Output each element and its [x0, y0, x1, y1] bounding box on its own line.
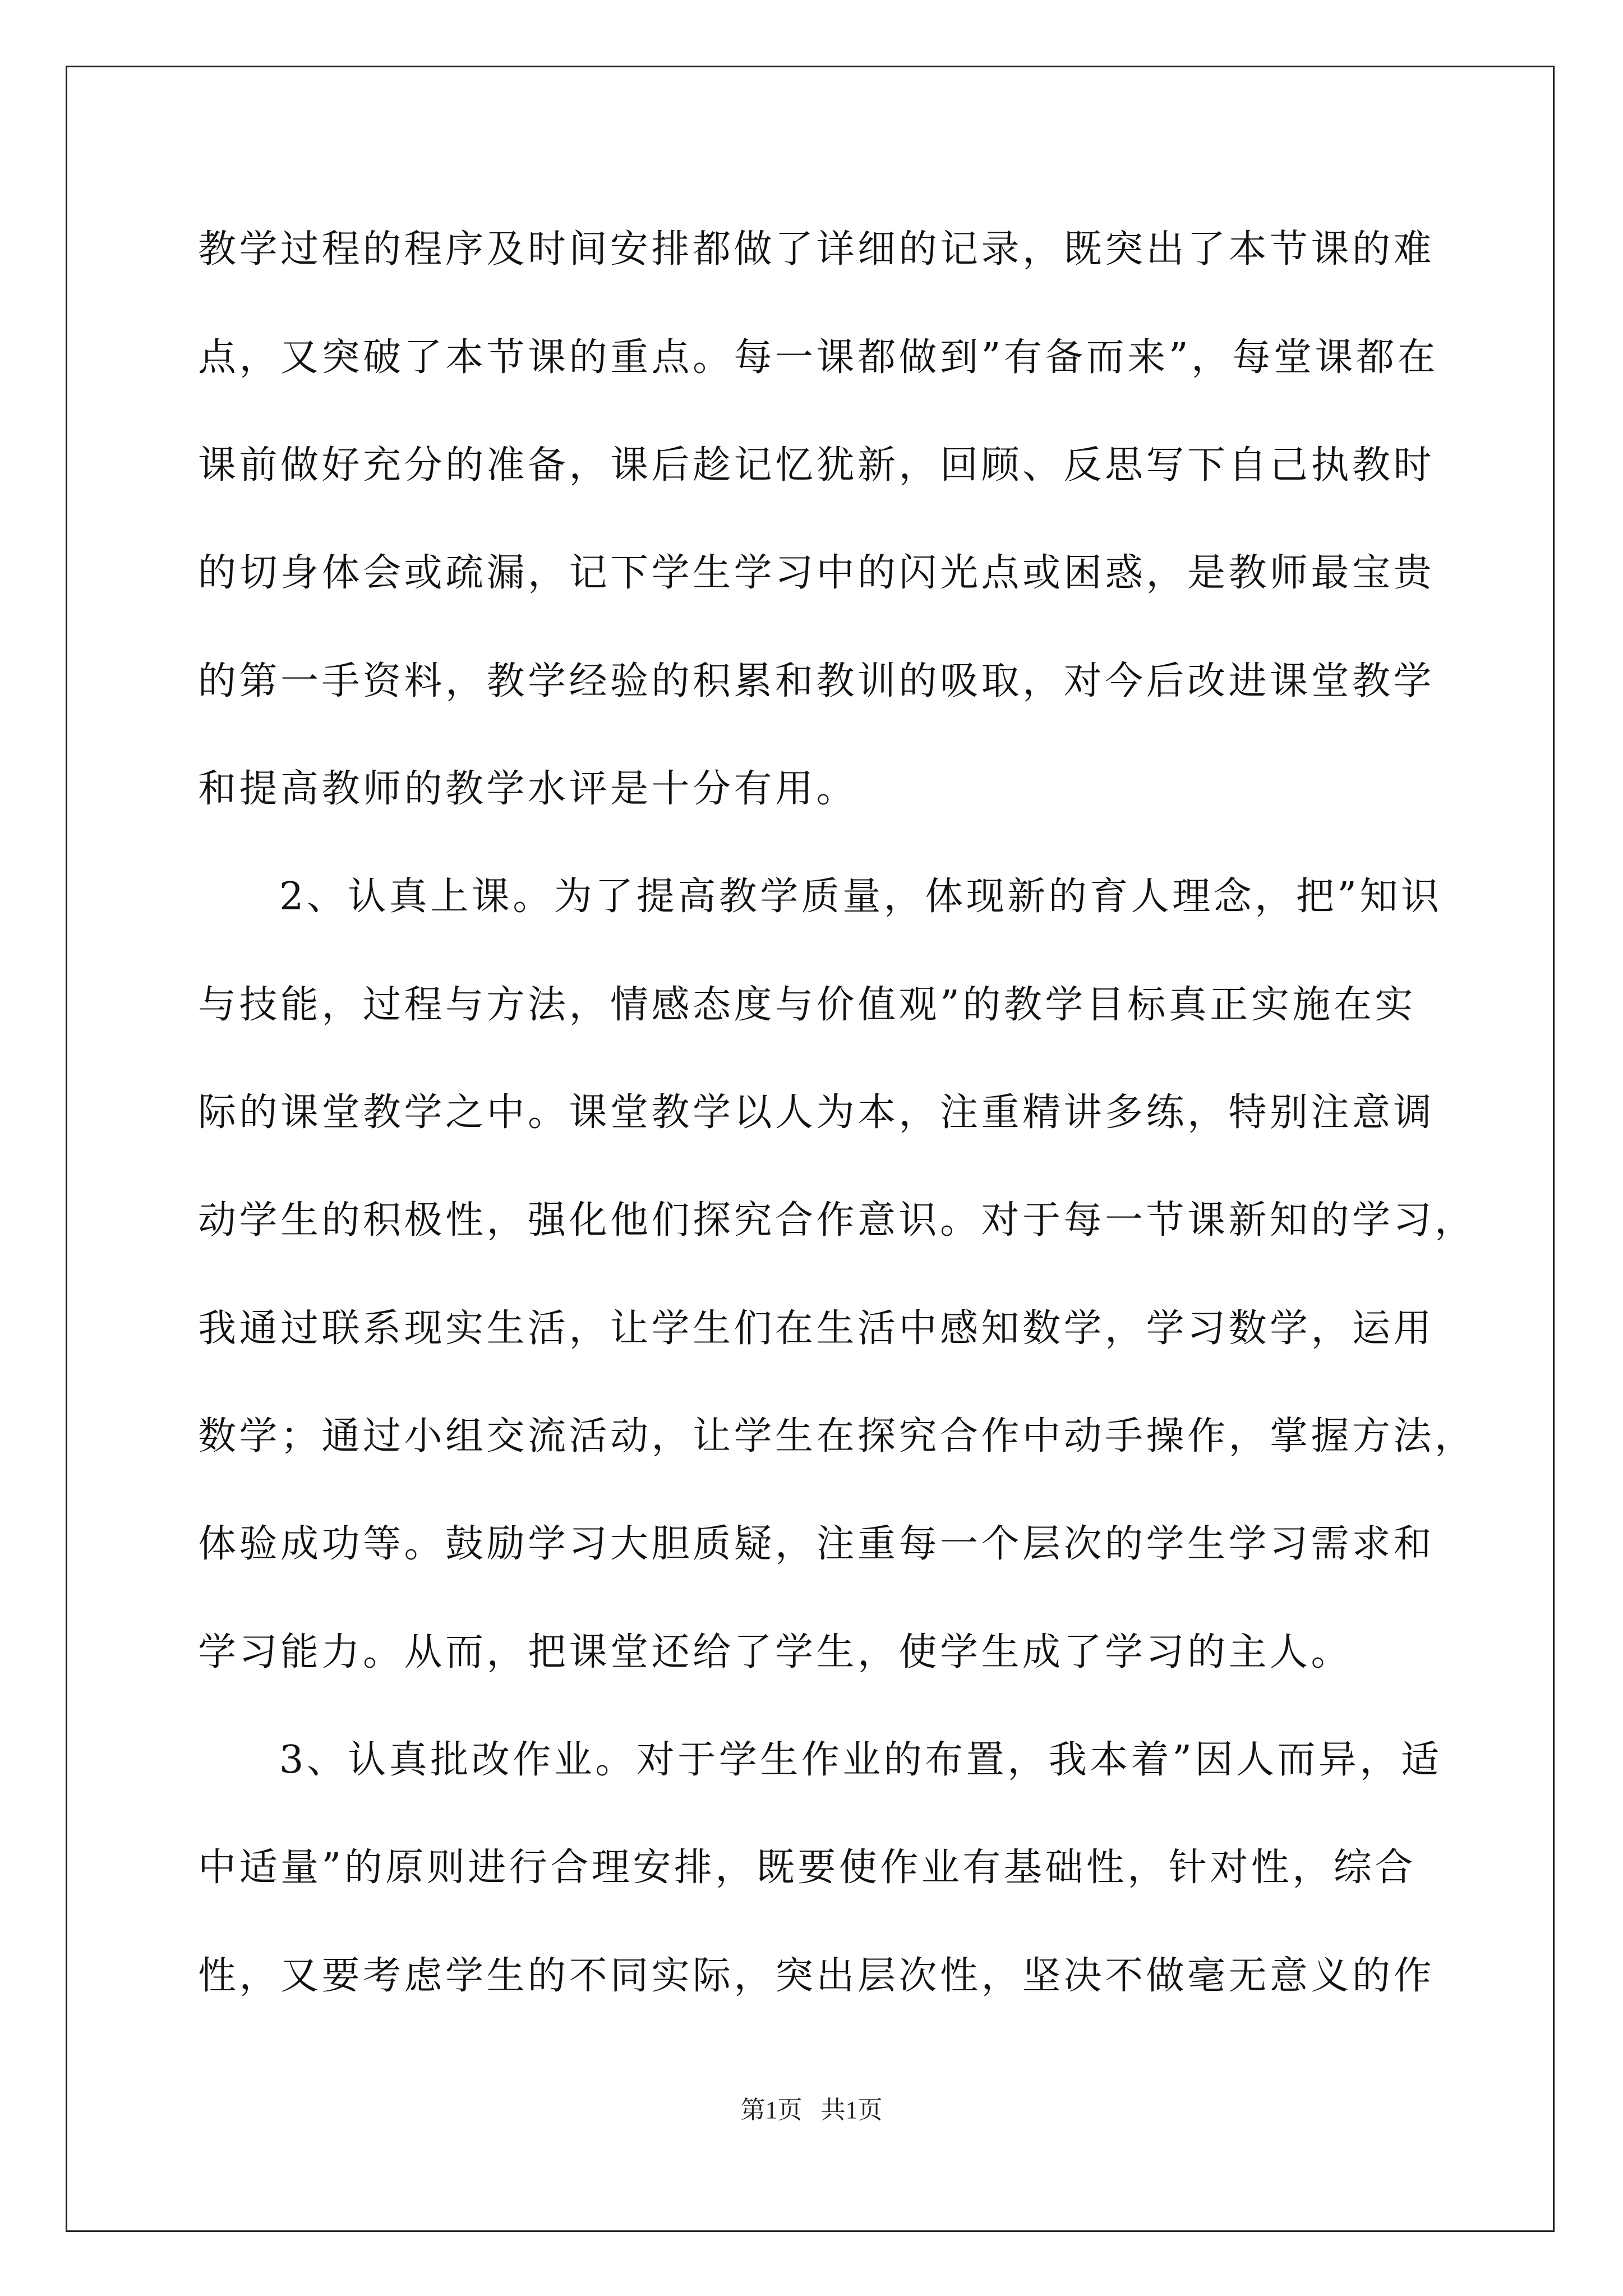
text-line: 的第一手资料，教学经验的积累和教训的吸取，对今后改进课堂教学 — [198, 659, 1435, 703]
text-line: 数学；通过小组交流活动，让学生在探究合作中动手操作，掌握方法， — [198, 1414, 1476, 1458]
page-number-footer: 第1页 共1页 — [740, 2096, 883, 2124]
text-line: 学习能力。从而，把课堂还给了学生，使学生成了学习的主人。 — [198, 1630, 1353, 1674]
text-line: 点，又突破了本节课的重点。每一课都做到”有备而来”，每堂课都在 — [198, 335, 1439, 380]
text-line: 体验成功等。鼓励学习大胆质疑，注重每一个层次的学生学习需求和 — [198, 1522, 1435, 1566]
text-line: 教学过程的程序及时间安排都做了详细的记录，既突出了本节课的难 — [198, 227, 1435, 272]
text-line: 的切身体会或疏漏，记下学生学习中的闪光点或困惑，是教师最宝贵 — [198, 551, 1435, 595]
text-line: 动学生的积极性，强化他们探究合作意识。对于每一节课新知的学习， — [198, 1198, 1476, 1243]
text-line: 和提高教师的教学水评是十分有用。 — [198, 767, 858, 811]
text-line: 际的课堂教学之中。课堂教学以人为本，注重精讲多练，特别注意调 — [198, 1091, 1435, 1135]
text-line: 中适量”的原则进行合理安排，既要使作业有基础性，针对性，综合 — [198, 1846, 1416, 1890]
text-line: 与技能，过程与方法，情感态度与价值观”的教学目标真正实施在实 — [198, 983, 1416, 1027]
text-line: 我通过联系现实生活，让学生们在生活中感知数学，学习数学，运用 — [198, 1306, 1435, 1351]
text-line: 性，又要考虑学生的不同实际，突出层次性，坚决不做毫无意义的作 — [198, 1954, 1435, 1998]
paragraph-start-line: 2、认真上课。为了提高教学质量，体现新的育人理念，把”知识 — [279, 875, 1442, 919]
paragraph-start-line: 3、认真批改作业。对于学生作业的布置，我本着”因人而异，适 — [279, 1738, 1442, 1782]
text-line: 课前做好充分的准备，课后趁记忆犹新，回顾、反思写下自己执教时 — [198, 443, 1435, 487]
